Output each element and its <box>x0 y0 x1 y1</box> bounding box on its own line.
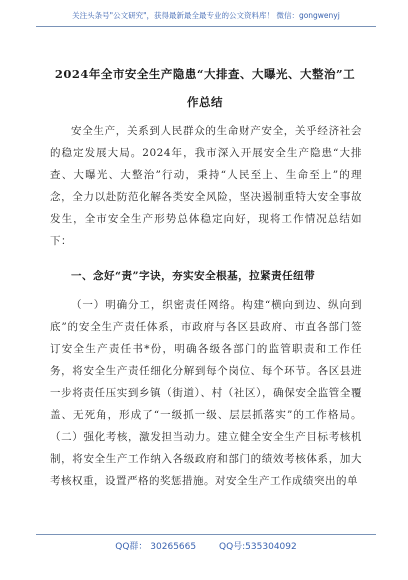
footer-banner <box>36 534 376 552</box>
footer-qq-number: QQ号:535304092 <box>218 542 297 552</box>
document-title-line2: 作总结 <box>187 95 223 109</box>
footer-qq-group: QQ群： 30265665 <box>115 542 197 552</box>
intro-paragraph: 安全生产，关系到人民群众的生命财产安全，关乎经济社会的稳定发展大局。2024年，我市深入开展安全生产隐患“大排查、大曝光、大整治”行动，秉持“人民至上、生命至上”的理念，全力以赴防范化解各类安全风险，坚决遏制重特大安全事故发生，全市安全生产形势总体稳定向好，现将工作情况总结如下： <box>50 125 362 247</box>
section-heading: 一、念好“责”字诀，夯实安全根基，拉紧责任纽带 <box>71 270 316 282</box>
header-banner: 关注头条号"公文研究"，获得最新最全最专业的公文资料库！ 微信：gongwenyj <box>36 10 376 27</box>
section-paragraph: （一）明确分工，织密责任网络。构建“横向到边、纵向到底”的安全生产责任体系，市政府与各区县政府、市直各部门签订安全生产责任书*份，明确各级各部门的监管职责和工作任务，将安全生产责任细化分解到每个岗位、每个环节。各区县进一步将责任压实到乡镇（街道）、村（社区），确保安全监管全覆盖、无死角，形成了“一级抓一级、层层抓落实”的工作格局。（二）强化考核，激发担当动力。建立健全安全生产目标考核机制，将安全生产工作纳入各级政府和部门的绩效考核体系，加大考核权重，设置严格的奖惩措施。对安全生产工作成绩突出的单 <box>50 299 362 487</box>
document-title-line1: 2024年全市安全生产隐患“大排查、大曝光、大整治”工 <box>54 67 356 81</box>
